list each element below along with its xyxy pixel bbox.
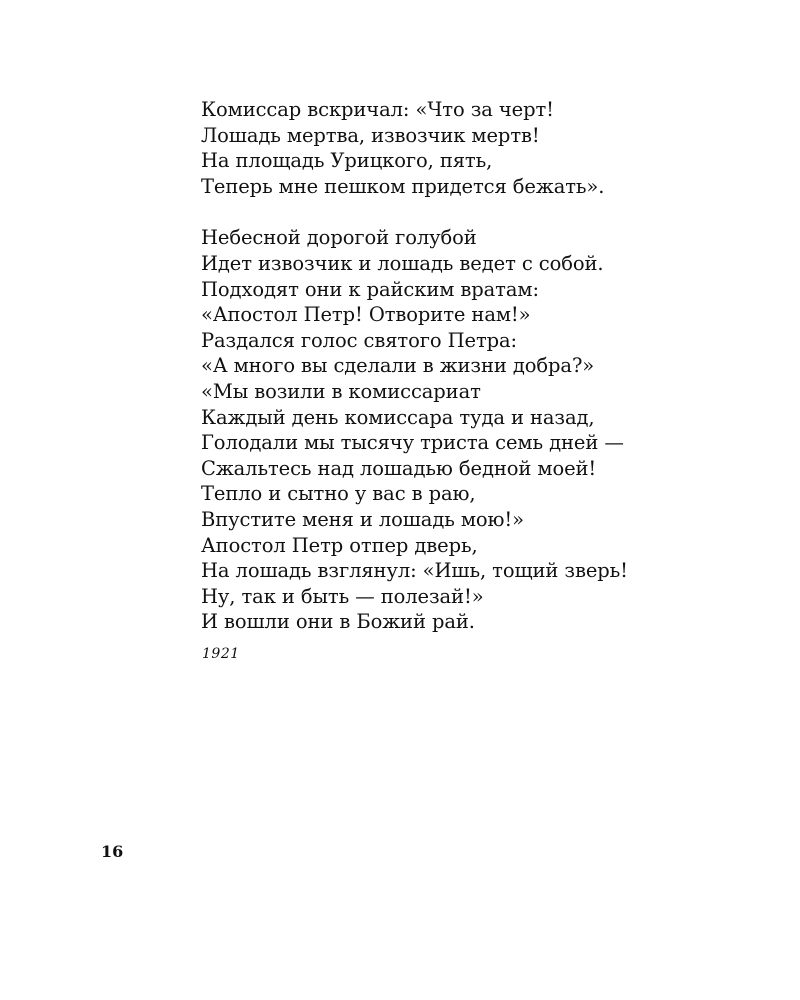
poem-line: Лошадь мертва, извозчик мертв! (201, 123, 540, 147)
page-number: 16 (101, 842, 124, 861)
poem-line: На лошадь взглянул: «Ишь, тощий зверь! (201, 559, 628, 583)
poem-line: На площадь Урицкого, пять, (201, 149, 493, 173)
poem-line: «Мы возили в комиссариат (201, 379, 481, 403)
poem-line: Комиссар вскричал: «Что за черт! (201, 98, 554, 121)
poem-line: И вошли они в Божий рай. (201, 610, 475, 634)
poem-line: Идет извозчик и лошадь ведет с собой. (201, 251, 604, 275)
poem-date: 1921 (202, 646, 240, 662)
poem-line: Подходят они к райским вратам: (201, 277, 539, 301)
stanza-1 (201, 97, 761, 199)
poem-line: Тепло и сытно у вас в раю, (201, 482, 476, 506)
poem-line: «А много вы сделали в жизни добра?» (201, 354, 595, 378)
poem-line: Апостол Петр отпер дверь, (201, 533, 478, 557)
stanza-2 (201, 225, 761, 635)
poem (201, 97, 761, 635)
poem-line: Теперь мне пешком придется бежать». (201, 174, 605, 198)
poem-line: Раздался голос святого Петра: (201, 328, 518, 352)
poem-line: Голодали мы тысячу триста семь дней — (201, 431, 624, 455)
poem-line: «Апостол Петр! Отворите нам!» (201, 303, 531, 327)
poem-line: Впустите меня и лошадь мою!» (201, 507, 524, 531)
poem-line: Каждый день комиссара туда и назад, (201, 405, 595, 429)
poem-line: Ну, так и быть — полезай!» (201, 584, 484, 608)
poem-line: Сжальтесь над лошадью бедной моей! (201, 456, 597, 480)
poem-line: Небесной дорогой голубой (201, 226, 477, 250)
